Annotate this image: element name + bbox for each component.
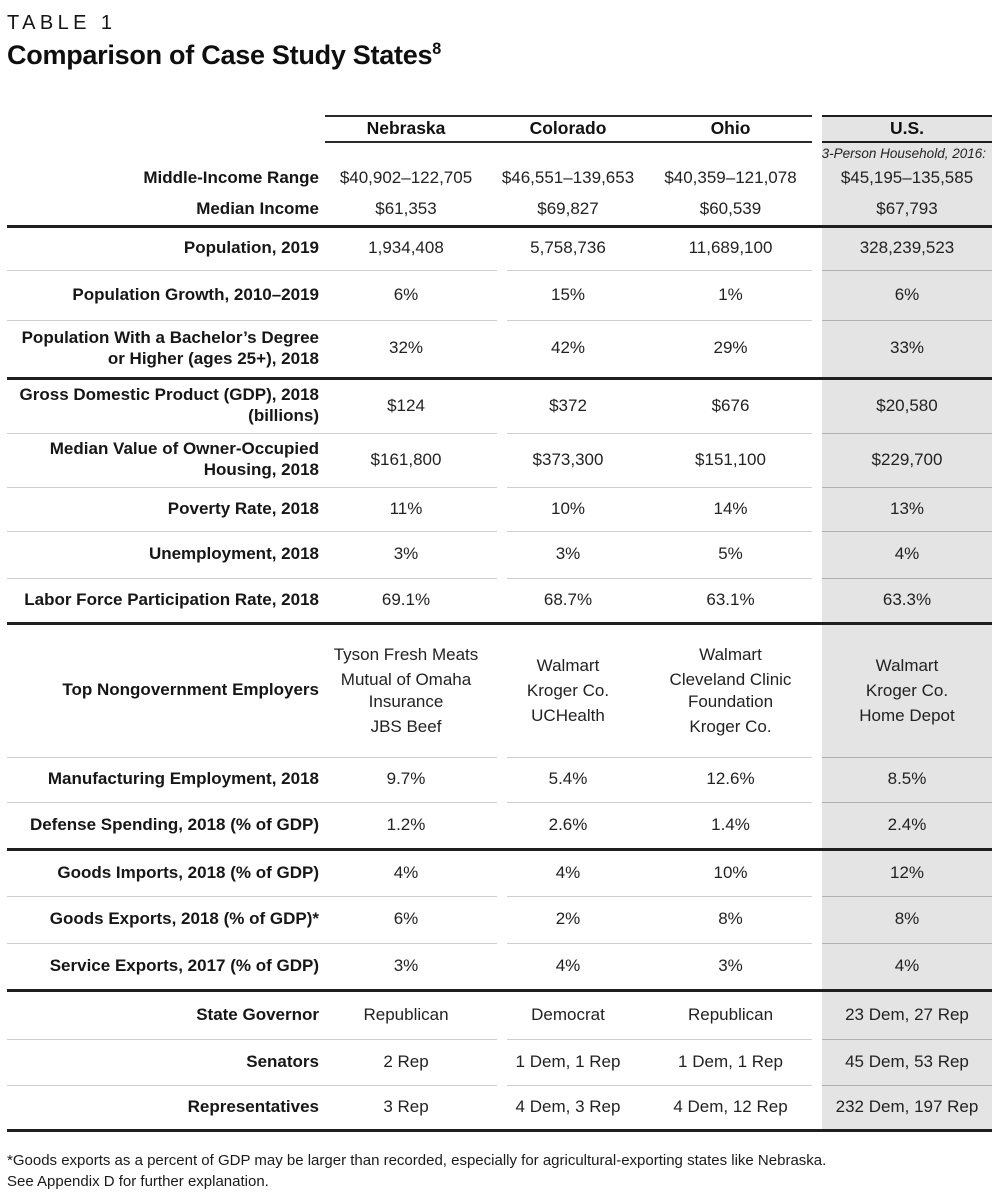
cell-us: 2.4% bbox=[887, 814, 927, 834]
table-row bbox=[7, 163, 992, 195]
cell-colorado: 68.7% bbox=[543, 589, 593, 609]
employer-name: Mutual of Omaha Insurance bbox=[340, 670, 472, 711]
cell-us: 45 Dem, 53 Rep bbox=[845, 1051, 969, 1071]
row-label: State Governor bbox=[196, 1004, 319, 1024]
cell-ohio: 1 Dem, 1 Rep bbox=[678, 1051, 783, 1071]
row-divider bbox=[7, 943, 992, 944]
cell-ohio: $60,539 bbox=[699, 199, 762, 219]
cell-us: 33% bbox=[889, 338, 925, 358]
cell-us: 4% bbox=[894, 955, 920, 975]
cell-ohio: 12.6% bbox=[706, 769, 755, 789]
comparison-table bbox=[7, 115, 992, 1132]
cell-ohio: 1% bbox=[718, 284, 743, 304]
row-label: Middle-Income Range bbox=[143, 168, 319, 188]
cell-colorado: 1 Dem, 1 Rep bbox=[515, 1051, 621, 1071]
table-row bbox=[7, 897, 992, 943]
row-label: Top Nongovernment Employers bbox=[62, 680, 319, 700]
cell-colorado: 10% bbox=[550, 498, 586, 518]
title-text: Comparison of Case Study States bbox=[7, 40, 433, 70]
employer-name: UCHealth bbox=[531, 706, 605, 726]
row-label: Goods Imports, 2018 (% of GDP) bbox=[57, 862, 319, 882]
row-divider bbox=[7, 896, 992, 897]
cell-ohio: 4 Dem, 12 Rep bbox=[673, 1096, 788, 1116]
cell-nebraska: 3 Rep bbox=[383, 1096, 429, 1116]
table-row bbox=[7, 1086, 992, 1129]
cell-ohio bbox=[649, 640, 812, 741]
cell-ohio: 29% bbox=[713, 338, 748, 358]
cell-us: 8% bbox=[894, 909, 920, 929]
cell-nebraska: 3% bbox=[393, 544, 419, 564]
table-row bbox=[7, 803, 992, 848]
cell-us: 8.5% bbox=[887, 769, 927, 789]
row-label: Population, 2019 bbox=[183, 238, 319, 258]
row-label: Service Exports, 2017 (% of GDP) bbox=[49, 955, 319, 975]
row-label: Representatives bbox=[187, 1096, 319, 1116]
cell-nebraska: $61,353 bbox=[375, 199, 437, 219]
table-row bbox=[7, 758, 992, 802]
cell-colorado: 4% bbox=[555, 862, 581, 882]
cell-colorado: 4 Dem, 3 Rep bbox=[515, 1096, 621, 1116]
header-top-rule bbox=[7, 115, 992, 117]
row-divider bbox=[7, 270, 992, 271]
section-rule bbox=[7, 1129, 992, 1132]
cell-colorado: $373,300 bbox=[532, 449, 604, 469]
row-label: Unemployment, 2018 bbox=[148, 544, 319, 564]
table-row bbox=[7, 434, 992, 487]
cell-nebraska: 2 Rep bbox=[383, 1051, 429, 1071]
cell-us: $20,580 bbox=[876, 395, 938, 415]
table-body bbox=[7, 163, 992, 1132]
table-row bbox=[7, 992, 992, 1039]
cell-nebraska: 9.7% bbox=[386, 769, 426, 789]
row-divider bbox=[7, 757, 992, 758]
cell-us: 232 Dem, 197 Rep bbox=[835, 1096, 979, 1116]
cell-colorado: $46,551–139,653 bbox=[501, 168, 635, 188]
row-divider bbox=[7, 578, 992, 579]
cell-nebraska: Republican bbox=[363, 1004, 449, 1024]
cell-us: $67,793 bbox=[876, 199, 938, 219]
table-number: TABLE 1 bbox=[7, 12, 117, 34]
cell-ohio: 14% bbox=[713, 498, 748, 518]
cell-ohio: $676 bbox=[711, 395, 750, 415]
cell-colorado: 3% bbox=[555, 544, 581, 564]
footnote bbox=[7, 1150, 997, 1192]
table-row bbox=[7, 579, 992, 622]
employer-name: Kroger Co. bbox=[865, 681, 949, 701]
cell-colorado: 42% bbox=[550, 338, 586, 358]
cell-ohio: 11,689,100 bbox=[688, 238, 773, 258]
row-divider bbox=[7, 802, 992, 803]
cell-nebraska: 11% bbox=[389, 498, 423, 518]
row-divider bbox=[7, 320, 992, 321]
cell-us: 6% bbox=[894, 284, 920, 304]
cell-nebraska: 6% bbox=[393, 909, 419, 929]
row-label: Labor Force Participation Rate, 2018 bbox=[24, 589, 319, 609]
cell-nebraska: 6% bbox=[393, 284, 419, 304]
footnote-line-2: See Appendix D for further explanation. bbox=[7, 1172, 269, 1190]
cell-ohio: 10% bbox=[713, 862, 748, 882]
page-title bbox=[7, 41, 1000, 71]
table-row bbox=[7, 1040, 992, 1085]
cell-nebraska: $124 bbox=[387, 395, 425, 415]
row-divider bbox=[7, 531, 992, 532]
cell-ohio: 63.1% bbox=[706, 589, 755, 609]
cell-colorado: $69,827 bbox=[537, 199, 599, 219]
employer-name: Tyson Fresh Meats bbox=[333, 645, 479, 665]
cell-ohio: 1.4% bbox=[711, 814, 750, 834]
row-label: Population Growth, 2010–2019 bbox=[72, 284, 319, 304]
cell-nebraska: 3% bbox=[393, 955, 419, 975]
cell-colorado: 4% bbox=[555, 955, 581, 975]
cell-us: 4% bbox=[894, 544, 920, 564]
cell-nebraska: $161,800 bbox=[370, 449, 442, 469]
cell-colorado: 2% bbox=[555, 909, 581, 929]
cell-us bbox=[822, 651, 992, 731]
cell-colorado: 5.4% bbox=[548, 769, 588, 789]
row-label: Median Value of Owner-Occupied Housing, 2018 bbox=[49, 439, 319, 480]
table-row bbox=[7, 851, 992, 896]
cell-colorado bbox=[487, 651, 649, 731]
table-row bbox=[7, 625, 992, 757]
cell-nebraska: 4% bbox=[393, 862, 419, 882]
cell-us: 23 Dem, 27 Rep bbox=[845, 1004, 969, 1024]
cell-us: 13% bbox=[889, 498, 925, 518]
row-label: Population With a Bachelor’s Degree or Higher (ages 25+), 2018 bbox=[21, 327, 319, 368]
title-footnote-ref: 8 bbox=[432, 40, 441, 58]
income-note: 3-Person Household, 2016: bbox=[821, 145, 986, 161]
table-row bbox=[7, 488, 992, 531]
table-row bbox=[7, 195, 992, 225]
cell-colorado: 2.6% bbox=[548, 814, 588, 834]
cell-us: 63.3% bbox=[882, 589, 932, 609]
cell-colorado: 15% bbox=[550, 284, 586, 304]
cell-ohio: Republican bbox=[687, 1004, 774, 1024]
cell-nebraska: $40,902–122,705 bbox=[339, 168, 473, 188]
header-bottom-rule bbox=[7, 141, 992, 143]
row-divider bbox=[7, 433, 992, 434]
table-row bbox=[7, 321, 992, 377]
row-label: Senators bbox=[246, 1051, 319, 1071]
employer-name: Walmart bbox=[875, 655, 939, 675]
cell-colorado: 5,758,736 bbox=[530, 238, 606, 258]
table-row bbox=[7, 228, 992, 270]
cell-ohio: $151,100 bbox=[695, 449, 766, 469]
employer-name: Cleveland Clinic Foundation bbox=[669, 670, 792, 711]
column-header-ohio: Ohio bbox=[710, 118, 751, 139]
table-row bbox=[7, 380, 992, 433]
cell-colorado: Democrat bbox=[531, 1004, 605, 1024]
row-divider bbox=[7, 1039, 992, 1040]
table-row bbox=[7, 532, 992, 578]
cell-nebraska bbox=[325, 640, 487, 741]
column-header-nebraska: Nebraska bbox=[366, 118, 446, 139]
cell-nebraska: 1,934,408 bbox=[368, 238, 444, 258]
column-header-colorado: Colorado bbox=[529, 118, 607, 139]
employer-name: Kroger Co. bbox=[526, 681, 610, 701]
column-header-row bbox=[7, 117, 992, 141]
row-divider bbox=[7, 487, 992, 488]
cell-us: 12% bbox=[889, 862, 925, 882]
cell-nebraska: 1.2% bbox=[386, 814, 426, 834]
cell-colorado: $372 bbox=[549, 395, 587, 415]
employer-name: Kroger Co. bbox=[689, 716, 772, 736]
employer-name: JBS Beef bbox=[370, 716, 442, 736]
cell-us: $45,195–135,585 bbox=[840, 168, 974, 188]
cell-nebraska: 69.1% bbox=[381, 589, 431, 609]
row-divider bbox=[7, 1085, 992, 1086]
cell-ohio: $40,359–121,078 bbox=[664, 168, 797, 188]
cell-ohio: 3% bbox=[718, 955, 743, 975]
cell-ohio: 5% bbox=[718, 544, 743, 564]
cell-us: $229,700 bbox=[871, 449, 943, 469]
cell-ohio: 8% bbox=[718, 909, 743, 929]
table-row bbox=[7, 271, 992, 320]
row-label: Manufacturing Employment, 2018 bbox=[47, 769, 319, 789]
cell-nebraska: 32% bbox=[388, 338, 424, 358]
employer-name: Home Depot bbox=[859, 706, 955, 726]
column-header-us: U.S. bbox=[889, 118, 925, 139]
row-label: Defense Spending, 2018 (% of GDP) bbox=[29, 814, 319, 834]
row-label: Gross Domestic Product (GDP), 2018 (billions) bbox=[19, 385, 319, 426]
row-label: Median Income bbox=[196, 199, 319, 219]
row-label: Poverty Rate, 2018 bbox=[167, 498, 319, 518]
cell-us: 328,239,523 bbox=[859, 238, 955, 258]
employer-name: Walmart bbox=[699, 645, 762, 665]
employer-name: Walmart bbox=[536, 655, 600, 675]
row-label: Goods Exports, 2018 (% of GDP)* bbox=[49, 909, 319, 929]
table-row bbox=[7, 944, 992, 989]
footnote-line-1: *Goods exports as a percent of GDP may be larger than recorded, especially for agricultural-exporting states like Nebraska. bbox=[7, 1151, 827, 1169]
